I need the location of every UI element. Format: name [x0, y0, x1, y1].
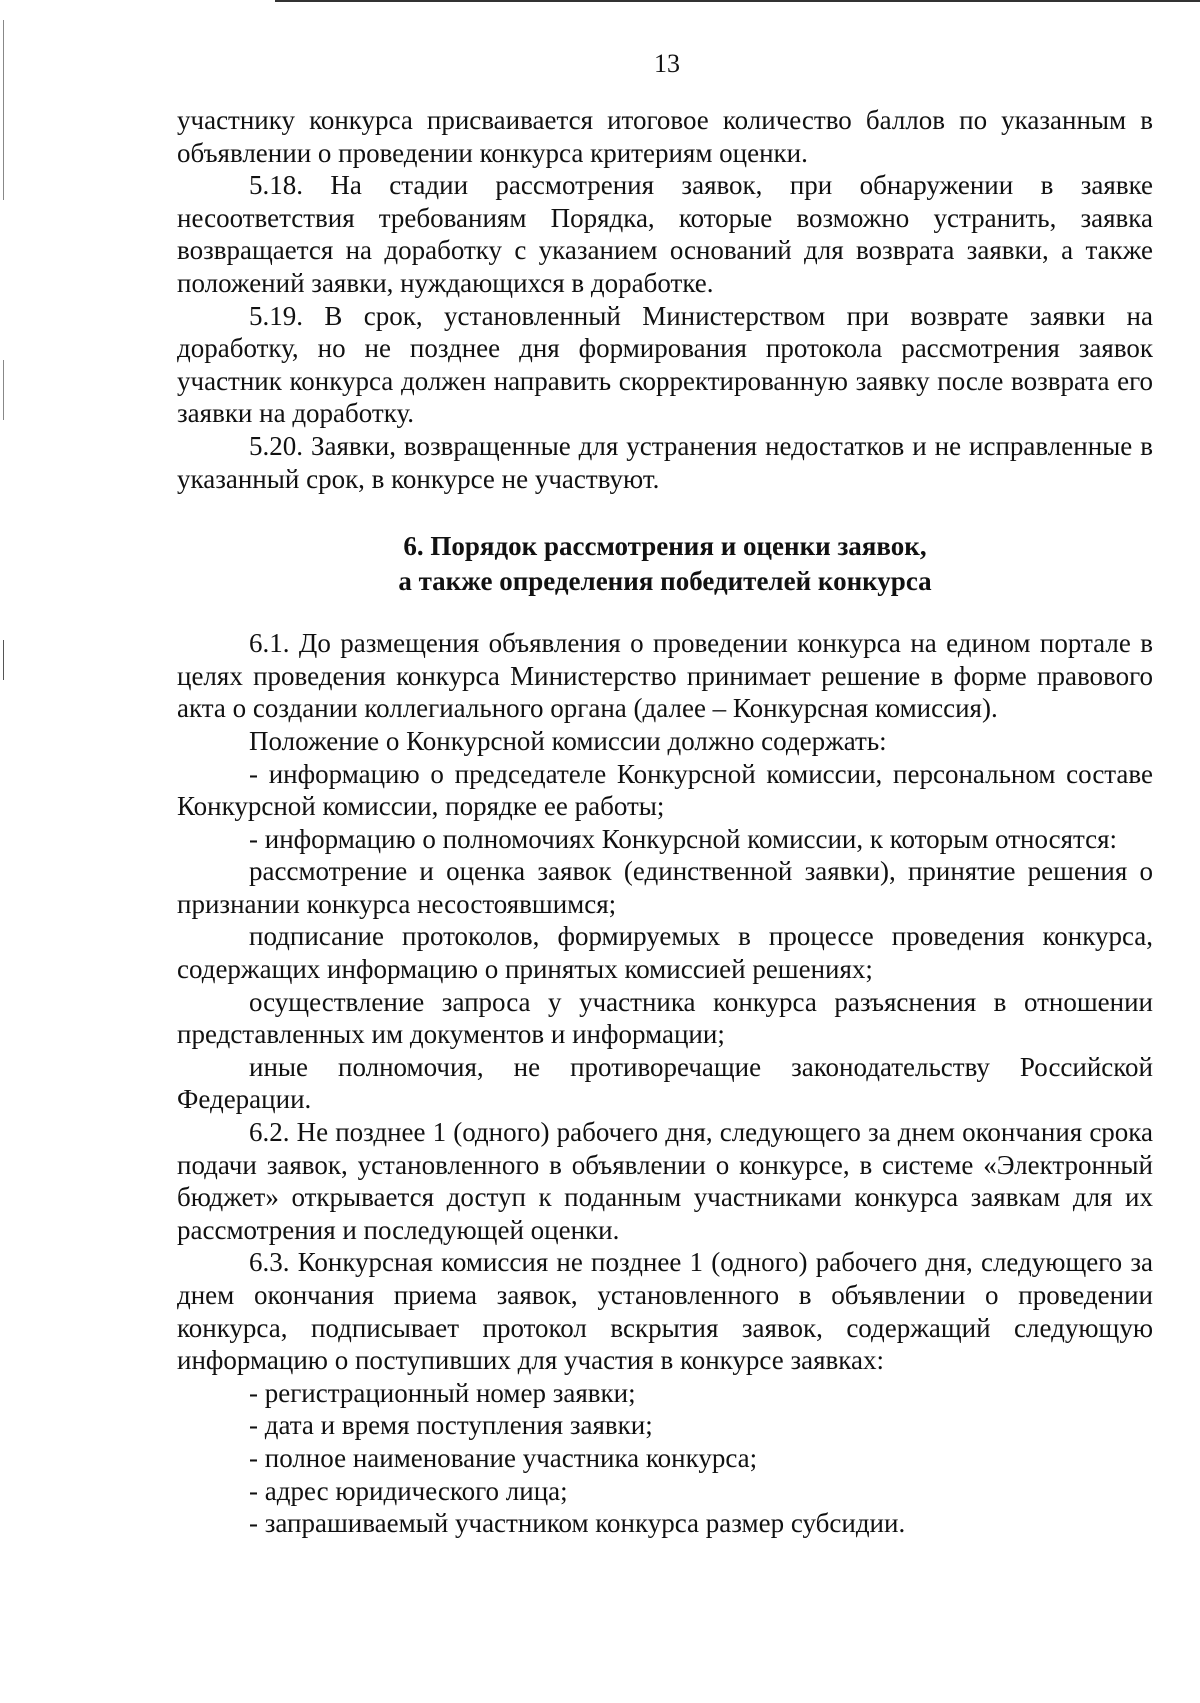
- page-number: 13: [654, 49, 680, 78]
- scan-margin-mark: [3, 20, 4, 200]
- scan-margin-mark: [3, 640, 4, 680]
- paragraph-5-20: 5.20. Заявки, возвращенные для устранения недостатков и не исправленные в указанный срок, в конкурсе не участвуют.: [177, 430, 1153, 494]
- power-other: иные полномочия, не противоречащие законодательству Российской Федерации.: [177, 1051, 1153, 1115]
- list-item-subsidy-amount: - запрашиваемый участником конкурса размер субсидии.: [249, 1508, 906, 1539]
- power-review-applications: рассмотрение и оценка заявок (единственной заявки), принятие решения о признании конкурса несостоявшимся;: [177, 856, 1153, 919]
- scan-margin-mark: [3, 360, 4, 420]
- paragraph-6-1: 6.1. До размещения объявления о проведении конкурса на едином портале в целях проведения конкурса Министерство принимает решение в форме правового акта о создании коллегиального органа (далее – Конкурсная комиссия).: [177, 628, 1153, 724]
- list-item-full-name: - полное наименование участника конкурса;: [249, 1442, 758, 1473]
- list-item-legal-address: - адрес юридического лица;: [249, 1475, 568, 1506]
- paragraph-5-18: 5.18. На стадии рассмотрения заявок, при обнаружении в заявке несоответствия требованиям Порядка, которые возможно устранить, заявка возвращается на доработку с указанием оснований для возврата заявки, а также положений заявки, нуждающихся в доработке.: [177, 170, 1153, 298]
- section-6-heading: [177, 529, 1153, 599]
- document-body: [177, 104, 1153, 1540]
- list-item-date-time: - дата и время поступления заявки;: [249, 1410, 653, 1441]
- paragraph-6-2: 6.2. Не позднее 1 (одного) рабочего дня, следующего за днем окончания срока подачи заявок, установленного в объявлении о конкурсе, в системе «Электронный бюджет» открывается доступ к поданным участниками конкурса заявкам для их рассмотрения и последующей оценки.: [177, 1117, 1153, 1245]
- list-item-chairman-info: - информацию о председателе Конкурсной комиссии, персональном составе Конкурсной комиссии, порядке ее работы;: [177, 758, 1153, 822]
- list-item-registration-number: - регистрационный номер заявки;: [249, 1377, 636, 1408]
- power-request-clarification: осуществление запроса у участника конкурса разъяснения в отношении представленных им документов и информации;: [177, 986, 1153, 1050]
- section-heading-line-2: а также определения победителей конкурса: [398, 566, 932, 597]
- paragraph-6-3: 6.3. Конкурсная комиссия не позднее 1 (одного) рабочего дня, следующего за днем окончания приема заявок, установленного в объявлении о проведении конкурса, подписывает протокол вскрытия заявок, содержащий следующую информацию о поступивших для участия в конкурсе заявках:: [177, 1247, 1153, 1376]
- section-heading-line-1: 6. Порядок рассмотрения и оценки заявок,: [403, 531, 927, 562]
- paragraph-commission-regulation: Положение о Конкурсной комиссии должно содержать:: [249, 725, 887, 756]
- paragraph-continuation: участнику конкурса присваивается итоговое количество баллов по указанным в объявлении о проведении конкурса критериям оценки.: [177, 105, 1153, 168]
- paragraph-5-19: 5.19. В срок, установленный Министерством при возврате заявки на доработку, но не позднее дня формирования протокола рассмотрения заявок участник конкурса должен направить скорректированную заявку после возврата его заявки на доработку.: [177, 300, 1153, 429]
- scan-top-edge: [275, 0, 1200, 2]
- power-sign-protocols: подписание протоколов, формируемых в процессе проведения конкурса, содержащих информацию о принятых комиссией решениях;: [177, 921, 1153, 985]
- list-item-powers-info: - информацию о полномочиях Конкурсной комиссии, к которым относятся:: [249, 823, 1118, 854]
